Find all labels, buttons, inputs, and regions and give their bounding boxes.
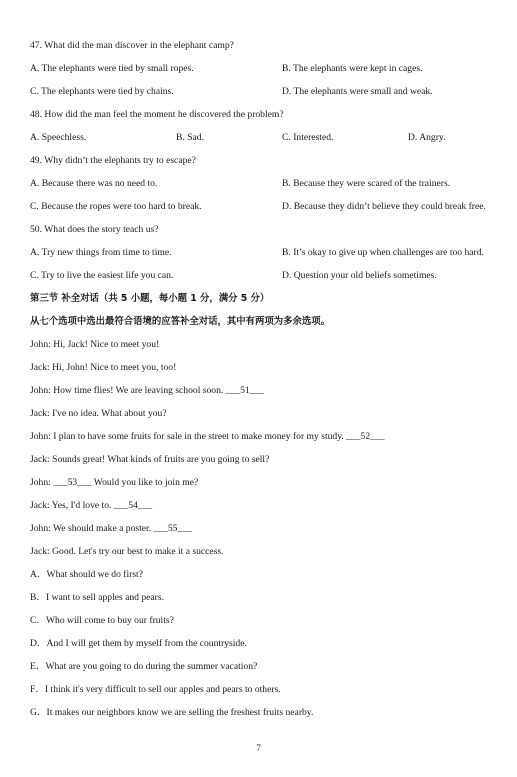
question-49-option-c: C. Because the ropes were too hard to break. [30,201,202,212]
question-50-option-d: D. Question your old beliefs sometimes. [282,270,437,281]
dialogue-line: John: I plan to have some fruits for sale in the street to make money for my study. ___52___ [30,431,385,442]
question-49-option-b: B. Because they were scared of the trainers. [282,178,451,189]
dialogue-line: John: How time flies! We are leaving school soon. ___51___ [30,385,265,396]
choice-c: C．Who will come to buy our fruits? [30,615,174,626]
question-47-option-b: B. The elephants were kept in cages. [282,63,423,74]
question-50-option-b: B. It’s okay to give up when challenges are too hard. [282,247,484,258]
question-50-stem: 50. What does the story teach us? [30,224,159,235]
section-title: 第三节 补全对话（共 5 小题，每小题 1 分，满分 5 分） [30,293,270,304]
choice-e: E．What are you going to do during the summer vacation? [30,661,258,672]
question-48-option-d: D. Angry. [408,132,446,143]
question-48-option-b: B. Sad. [176,132,204,143]
question-47-option-a: A. The elephants were tied by small ropes. [30,63,194,74]
question-49-option-a: A. Because there was no need to. [30,178,158,189]
question-48-stem: 48. How did the man feel the moment he discovered the problem? [30,109,284,120]
dialogue-line: Jack: Sounds great! What kinds of fruits are you going to sell? [30,454,270,465]
choice-a: A．What should we do first? [30,569,143,580]
question-49-option-d: D. Because they didn’t believe they could break free. [282,201,486,212]
choice-d: D．And I will get them by myself from the countryside. [30,638,247,649]
question-48-option-c: C. Interested. [282,132,334,143]
question-50-option-a: A. Try new things from time to time. [30,247,172,258]
choice-b: B．I want to sell apples and pears. [30,592,165,603]
page-number: 7 [256,743,261,753]
dialogue-line: John: We should make a poster. ___55___ [30,523,192,534]
question-48-option-a: A. Speechless. [30,132,87,143]
dialogue-line: John: ___53___ Would you like to join me? [30,477,199,488]
dialogue-line: John: Hi, Jack! Nice to meet you! [30,339,160,350]
dialogue-line: Jack: Good. Let's try our best to make it a success. [30,546,224,557]
choice-f: F．I think it's very difficult to sell our apples and pears to others. [30,684,281,695]
question-47-option-d: D. The elephants were small and weak. [282,86,433,97]
dialogue-line: Jack: I've no idea. What about you? [30,408,167,419]
choice-g: G．It makes our neighbors know we are selling the freshest fruits nearby. [30,707,314,718]
dialogue-line: Jack: Hi, John! Nice to meet you, too! [30,362,177,373]
question-49-stem: 49. Why didn’t the elephants try to escape? [30,155,196,166]
dialogue-line: Jack: Yes, I'd love to. ___54___ [30,500,153,511]
question-47-stem: 47. What did the man discover in the elephant camp? [30,40,234,51]
question-50-option-c: C. Try to live the easiest life you can. [30,270,174,281]
question-47-option-c: C. The elephants were tied by chains. [30,86,174,97]
section-instruction: 从七个选项中选出最符合语境的应答补全对话，其中有两项为多余选项。 [30,316,331,327]
